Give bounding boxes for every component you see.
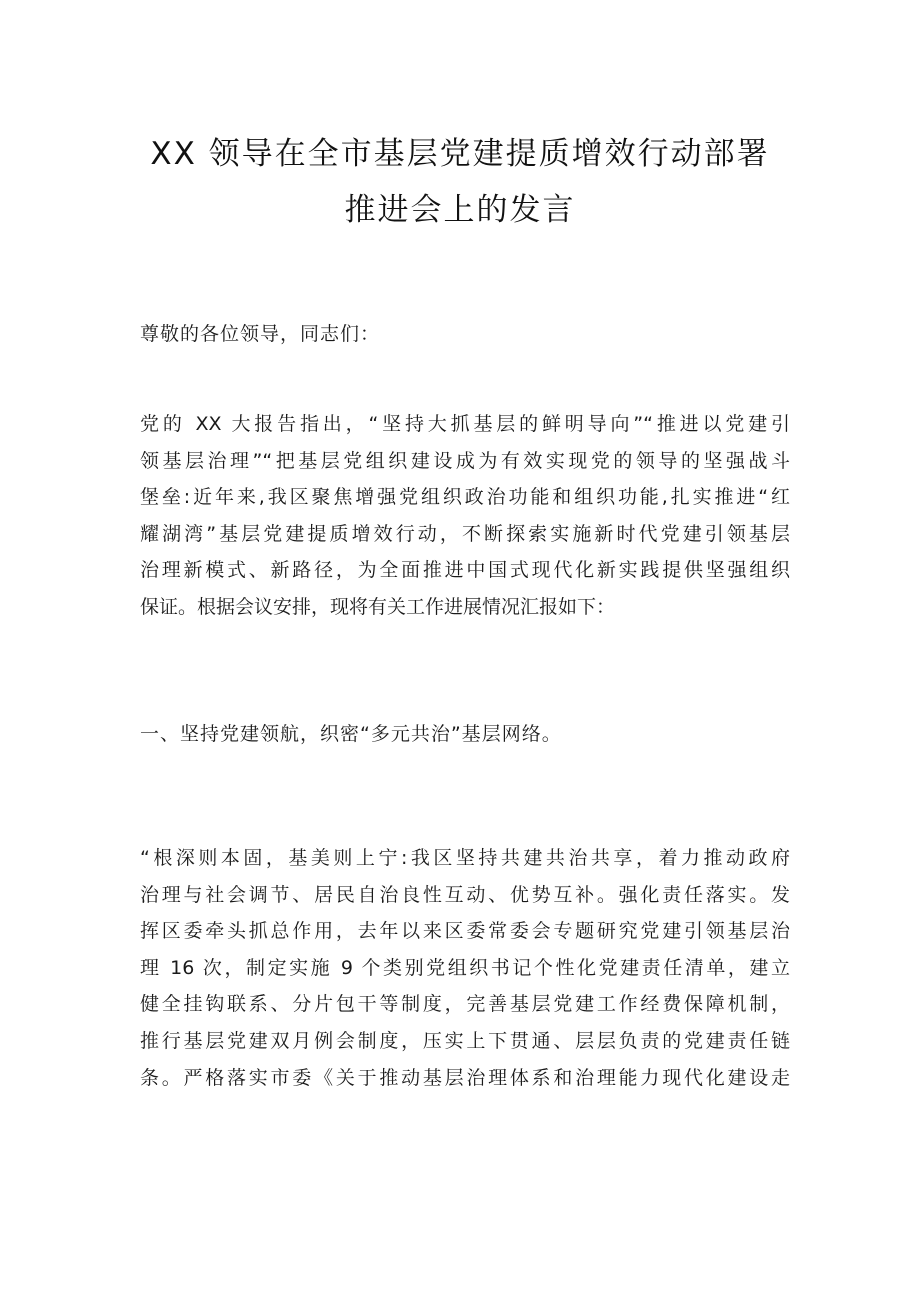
- document-title: [0, 126, 920, 238]
- paragraph-line: 堡垒:近年来,我区聚焦增强党组织政治功能和组织功能,扎实推进“红: [140, 486, 790, 509]
- paragraph-line: 保证。根据会议安排，现将有关工作进展情况汇报如下：: [140, 595, 616, 618]
- title-line-2: 推进会上的发言: [344, 192, 576, 228]
- paragraph-line: “根深则本固，基美则上宁:我区坚持共建共治共享，着力推动政府: [140, 847, 790, 869]
- section-heading-1: 一、坚持党建领航，织密“多元共治”基层网络。: [140, 723, 562, 745]
- salutation: 尊敬的各位领导，同志们：: [140, 323, 381, 345]
- paragraph-line: 推行基层党建双月例会制度，压实上下贯通、层层负责的党建责任链: [140, 1029, 790, 1052]
- paragraph-line: 党的 XX 大报告指出，“坚持大抓基层的鲜明导向”“推进以党建引: [140, 413, 790, 435]
- paragraph-line: 耀湖湾”基层党建提质增效行动，不断探索实施新时代党建引领基层: [140, 522, 790, 545]
- paragraph-line: 领基层治理”“把基层党组织建设成为有效实现党的领导的坚强战斗: [140, 449, 790, 472]
- paragraph-line: 健全挂钩联系、分片包干等制度，完善基层党建工作经费保障机制，: [140, 993, 790, 1016]
- paragraph-line: 挥区委牵头抓总作用，去年以来区委常委会专题研究党建引领基层治: [140, 920, 790, 943]
- paragraph-line: 理 16 次，制定实施 9 个类别党组织书记个性化党建责任清单，建立: [140, 956, 790, 979]
- paragraph-line: 治理与社会调节、居民自治良性互动、优势互补。强化责任落实。发: [140, 883, 790, 906]
- title-line-1: XX 领导在全市基层党建提质增效行动部署: [150, 136, 770, 172]
- paragraph-section-1: [140, 840, 790, 1096]
- paragraph-line: 治理新模式、新路径，为全面推进中国式现代化新实践提供坚强组织: [140, 559, 790, 582]
- paragraph-line: 条。严格落实市委《关于推动基层治理体系和治理能力现代化建设走: [140, 1066, 790, 1089]
- paragraph-intro: [140, 406, 790, 626]
